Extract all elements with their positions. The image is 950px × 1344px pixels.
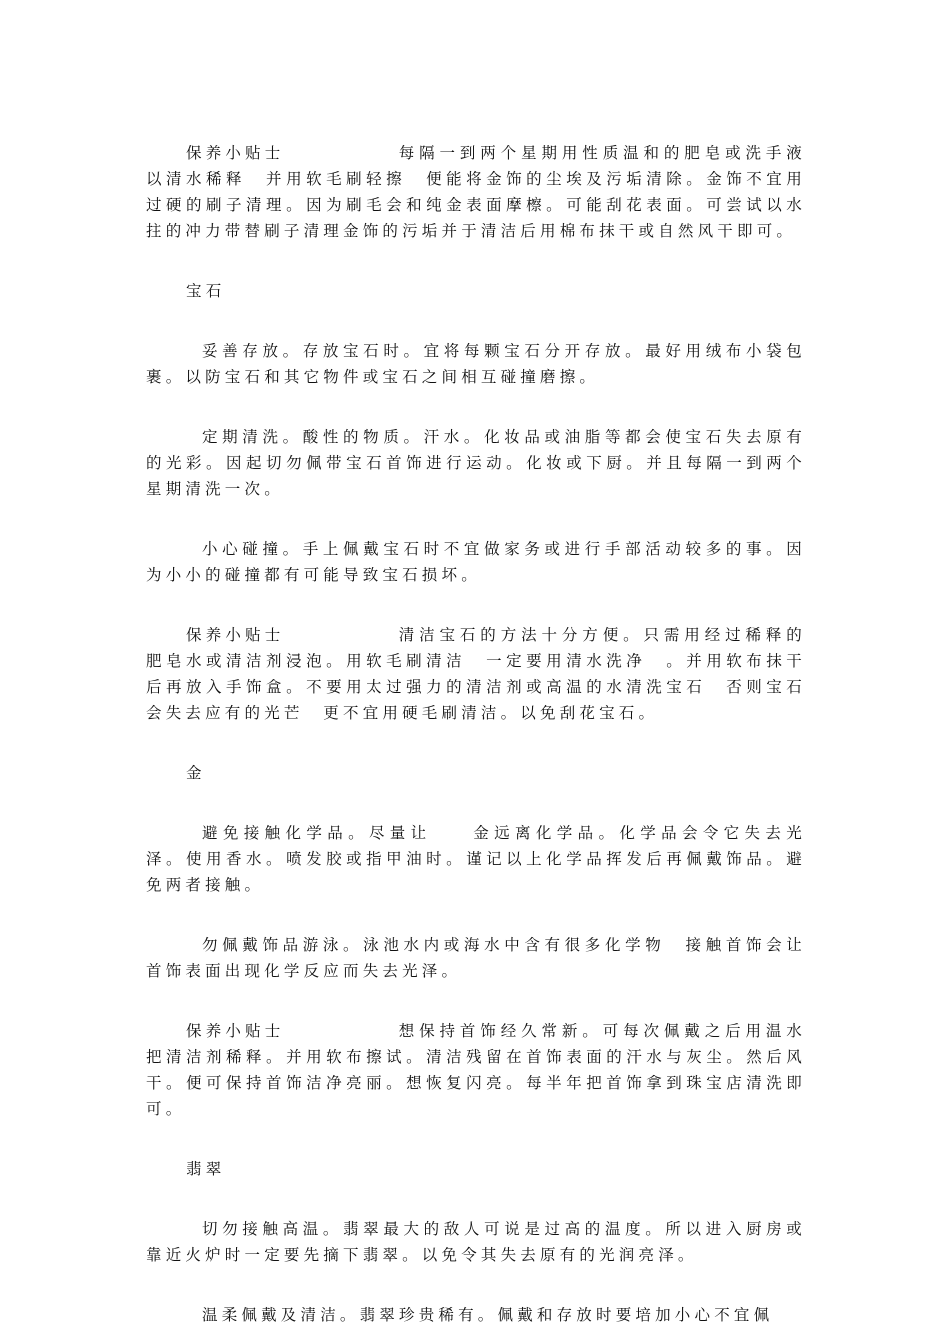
care-tip-label: 保养小贴士 [186,144,285,162]
document-body [146,140,806,1328]
section-heading-gems: 宝石 [186,282,226,300]
care-tip-shine-paragraph [146,1018,806,1122]
section-heading-jade: 翡翠 [186,1160,226,1178]
care-tip-label: 保养小贴士 [186,1022,285,1040]
care-tip-text: 想保持首饰经久常新。可每次佩戴之后用温水把清洁剂稀释。并用软布擦试。清洁残留在首饰表面的汗水与灰尘。然后风干。便可保持首饰洁净亮丽。想恢复闪亮。每半年把首饰拿到珠宝店清洗即可。 [146,1022,806,1118]
care-tip-label: 保养小贴士 [186,626,285,644]
gem-regular-cleaning-paragraph: 定期清洗。酸性的物质。汗水。化妆品或油脂等都会使宝石失去原有的光彩。因起切勿佩带宝石首饰进行运动。化妆或下厨。并且每隔一到两个星期清洗一次。 [146,428,806,498]
care-tip-gold-paragraph [146,140,806,244]
care-tip-text: 清洁宝石的方法十分方便。只需用经过稀释的肥皂水或清洁剂浸泡。用软毛刷清洁 一定要用清水洗净 。并用软布抹干后再放入手饰盒。不要用太过强力的清洁剂或高温的水清洗宝石 否则宝石会失去应有的光芒 更不宜用硬毛刷清洁。以免刮花宝石。 [146,626,806,722]
gold-chemicals-paragraph: 避免接触化学品。尽量让 金远离化学品。化学品会令它失去光泽。使用香水。喷发胶或指甲油时。谨记以上化学品挥发后再佩戴饰品。避免两者接触。 [146,824,806,894]
jade-heat-paragraph: 切勿接触高温。翡翠最大的敌人可说是过高的温度。所以进入厨房或靠近火炉时一定要先摘下翡翠。以免令其失去原有的光润亮泽。 [146,1220,806,1264]
gold-swimming-paragraph: 勿佩戴饰品游泳。泳池水内或海水中含有很多化学物 接触首饰会让首饰表面出现化学反应而失去光泽。 [146,936,806,980]
gem-storage-paragraph: 妥善存放。存放宝石时。宜将每颗宝石分开存放。最好用绒布小袋包裹。以防宝石和其它物件或宝石之间相互碰撞磨擦。 [146,342,806,386]
gem-avoid-bumps-paragraph: 小心碰撞。手上佩戴宝石时不宜做家务或进行手部活动较多的事。因为小小的碰撞都有可能导致宝石损坏。 [146,540,806,584]
jade-gentle-care-paragraph: 温柔佩戴及清洁。翡翠珍贵稀有。佩戴和存放时要培加小心不宜佩 [202,1306,774,1324]
section-heading-gold: 金 [186,764,206,782]
care-tip-gem-paragraph [146,622,806,726]
care-tip-text: 每隔一到两个星期用性质温和的肥皂或洗手液以清水稀释 并用软毛刷轻擦 便能将金饰的尘埃及污垢清除。金饰不宜用过硬的刷子清理。因为刷毛会和纯金表面摩檫。可能刮花表面。可尝试以水拄的冲力带替刷子清理金饰的污垢并于清洁后用棉布抹干或自然风干即可。 [146,144,806,240]
